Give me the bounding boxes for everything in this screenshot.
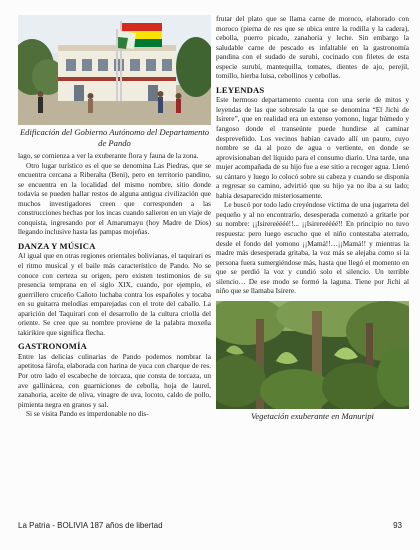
paragraph: frutar del plato que se llama carne de moroco, elaborado con moroco (pierna de res que se ubica entre la rodilla y la cadera), cebolla, puerro picado, zanahoria y leche. Sin embargo la saludable carne de pescado es infaltable en la gastronomía pandina con el sudado de surubí, cocinado con filetes de esta especie surubí, mantequilla, tomates, dientes de ajo, perejil, tomillo, hierba luisa, cebollinos y cebollas. xyxy=(216,15,409,81)
footer-publication: La Patria - BOLIVIA 187 años de libertad xyxy=(18,521,163,530)
page-footer xyxy=(18,521,402,535)
left-body-text xyxy=(18,152,211,420)
photo-caption: Edificación del Gobierno Autónomo del Departamento de Pando xyxy=(19,127,210,148)
paragraph: Este hermoso departamento cuenta con una serie de mitos y leyendas de las que sobresale la que se denomina “El Jichi de Isirere”, que en realidad era un extenso yomono, lugar húmedo y fangoso donde el transeúnte puede hundirse al caminar despreveñido. Los vecinos habían cavado allí un pauro, cuyo nombre se da al pozo de agua o vertiente, en donde se aprovisionaban del líquido para el consumo diario. Una tarde, una mujer acompañada de su hijo fue a ese sitio a recoger agua. Llenó su cántaro y luego lo colocó sobre su cabeza y cuando se disponía a regresar su camino, advirtió que su hijo ya no iba a su lado; había desaparecido misteriosamente. xyxy=(216,96,409,200)
paragraph: Si se visita Pando es imperdonable no dis- xyxy=(26,410,149,419)
forest-image xyxy=(216,301,409,409)
forest-photo xyxy=(216,301,409,409)
photo-caption: Vegetación exuberante en Manuripi xyxy=(251,410,374,421)
paragraph: Otro lugar turístico es el que se denomina Las Piedras, que se encuentra cercana a Riberalta (Beni), pero en territorio pandino, se encuentra en la localidad del mismo nombre, sitio donde todavía se pueden hallar restos de alguna antigua civilización que muchos investigadores creen que corresponden a las construcciones hechas por los incas cuando salieron en un viaje de conquista, ingresando por el Amarumayu (hoy Madre de Dios) llegando inclusive hasta las pampas mojeñas. xyxy=(18,161,211,237)
right-column xyxy=(216,15,409,425)
right-body-text xyxy=(216,15,409,297)
government-building-photo xyxy=(18,15,211,125)
government-building-image xyxy=(18,15,211,125)
section-heading-leyendas: LEYENDAS xyxy=(216,84,265,95)
page-number: 93 xyxy=(393,521,402,530)
paragraph: lago, se comienza a ver la exuberante flora y fauna de la zona. xyxy=(18,152,199,160)
section-heading-gastronomia: GASTRONOMÍA xyxy=(18,341,88,352)
left-column xyxy=(18,15,211,420)
paragraph: Le buscó por todo lado creyéndose víctima de una jugarreta del pequeño y al no encontrarlo, desesperada comenzó a gritarle por su nombre: ¡¡Isirereéééé!!... ¡¡Isirereéééé!! En principio no tuvo respuesta: pero luego escucho que el niño contestaba aterrado, desde el fondo del yomono ¡¡Mamá!!…¡¡Mamá!! y mientras la madre más desesperada gritaba, la voz más se alejaba como si la persona fuera sumergiéndose más, hasta que llegó el momento en que se perdió la voz y cundió solo el silencio. Un terrible silencio… De ese modo se formó la laguna. Tiene por Jichi al niño que se llamaba Isirere. xyxy=(216,201,409,296)
section-heading-danza: DANZA Y MÚSICA xyxy=(18,240,96,251)
paragraph: Entre las delicias culinarias de Pando podemos nombrar la apetitosa fárofa, elaborada con harina de yuca con charque de res. Por otro lado el escabeche de torcaza, que consta de torcaza, un ave gallinácea, con guarniciones de cebolla, hoja de laurel, zanahoria, aceite de oliva, vinagre de uva, locoto, caldo de pollo, pimienta negra en granos y sal. xyxy=(18,352,211,409)
paragraph: Al igual que en otras regiones orientales bolivianas, el taquirari es el ritmo musical y el baile más característico de Pando. No se conoce con certeza su origen, pero existen testimonios de su presencia temprana en el siglo XIX, cuando, por ejemplo, el guerrillero cruceño Cañoto luchaba contra los españoles y tocaba en su guitarra melodías emparejadas con el trote del caballo. La aparición del Taquirari con el desarrollo de la cultura criolla del oriente. Se cree que su nombre proviene de la palabra moxeña takirikire que significa flecha. xyxy=(18,252,211,337)
